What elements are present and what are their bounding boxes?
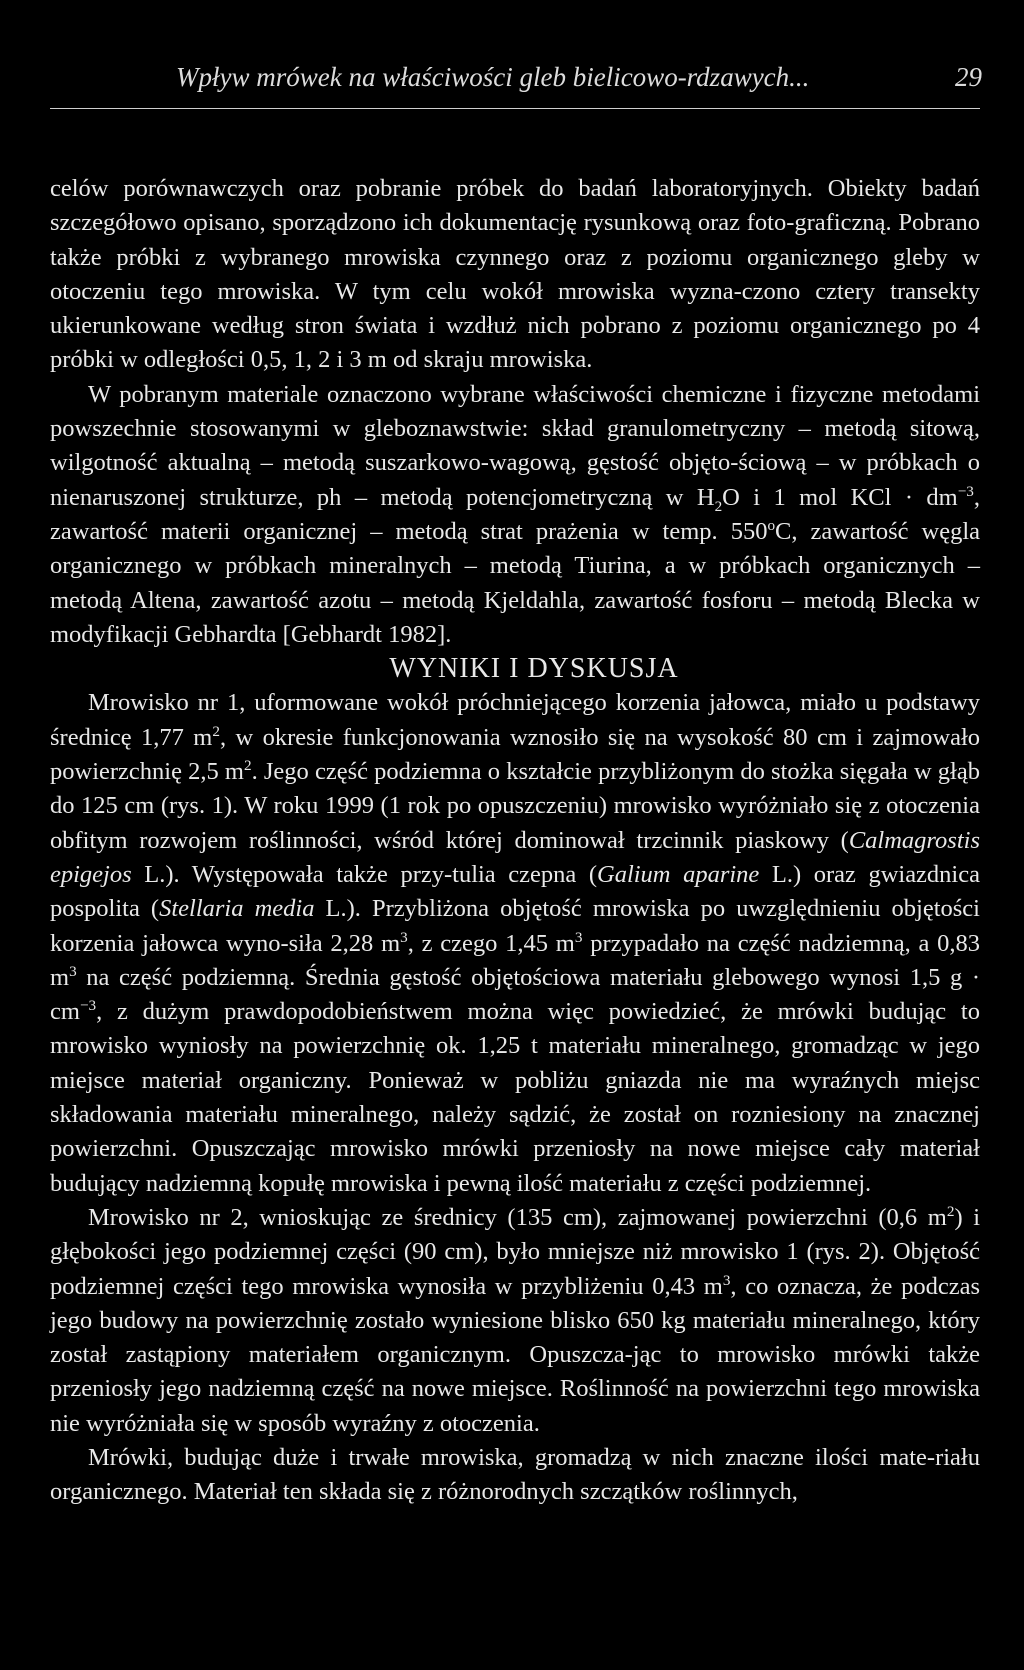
- paragraph-methods-analyses: W pobranym materiale oznaczono wybrane właściwości chemiczne i fizyczne metodami powszechnie stosowanymi w gleboznawstwie: skład granulometryczny – metodą sitową, wilgotność aktualną – metodą suszarkowo-wagową, gęstość objęto-ściową – w próbkach o nienaruszonej strukturze, ph – metodą potencjometryczną w $H_2O$ i 1 mol KCl · $dm^{-3}$, zawartość materii organicznej – metodą strat prażenia w temp. 550$^o$C, zawartość węgla organicznego w próbkach mineralnych – metodą Tiurina, a w próbkach organicznych – metodą Altena, zawartość azotu – metodą Kjeldahla, zawartość fosforu – metodą Blecka w modyfikacji Gebhardta [Gebhardt 1982].: [50, 380, 981, 648]
- subscript: 2: [714, 497, 723, 515]
- species-name: Stellaria media: [159, 895, 315, 923]
- running-header: [56, 62, 982, 93]
- page-number: 29: [955, 62, 982, 92]
- degree-superscript: o: [767, 516, 776, 534]
- running-title: Wpływ mrówek na właściwości gleb bielicowo-rdzawych...: [176, 62, 810, 92]
- section-heading: WYNIKI I DYSKUSJA: [389, 653, 679, 685]
- paragraph-anthill-2: Mrowisko nr 2, wnioskując ze średnicy (135 cm), zajmowanej powierzchni (0,6 $m^2$) i głębokości jego podziemnej części (90 cm), było mniejsze niż mrowisko 1 (rys. 2). Objętość podziemnej części tego mrowiska wynosiła w przybliżeniu 0,43 $m^3$, co oznacza, że podczas jego budowy na powierzchnię zostało wyniesione blisko 650 kg materiału mineralnego, który został zastąpiony materiałem organicznym. Opuszcza-jąc to mrowisko mrówki także przeniosły jego nadziemną część na nowe miejsce. Roślinność na powierzchni tego mrowiska nie wyróżniała się w sposób wyraźny z otoczenia.: [50, 1202, 981, 1437]
- species-name: Calmagrostis epigejos: [50, 826, 980, 888]
- header-rule: [50, 108, 980, 109]
- superscript: −3: [957, 482, 974, 500]
- body-text: [50, 172, 980, 1510]
- paragraph-anthill-1: Mrowisko nr 1, uformowane wokół próchniejącego korzenia jałowca, miało u podstawy średnicę 1,77 $m^2$, w okresie funkcjonowania wznosiło się na wysokość 80 cm i zajmowało powierzchnię 2,5 $m^2$. Jego część podziemna o kształcie przybliżonym do stożka sięgała w głąb do 125 cm (rys. 1). W roku 1999 (1 rok po opuszczeniu) mrowisko wyróżniało się z otoczenia obfitym rozwojem roślinności, wśród której dominował trzcinnik piaskowy (Calmagrostis epigejos L.). Występowała także przy-tulia czepna (Galium aparine L.) oraz gwiazdnica pospolita (Stellaria media L.). Przybliżona objętość mrowiska po uwzględnieniu objętości korzenia jałowca wyno-siła 2,28 $m^3$, z czego 1,45 $m^3$ przypadało na część nadziemną, a 0,83 $m^3$ na część podziemną. Średnia gęstość objętościowa materiału glebowego wynosi 1,5 $g \cdot cm^{-3}$, z dużym prawdopodobieństwem można więc powiedzieć, że mrówki budując to mrowisko wyniosły na powierzchnię ok. 1,25 t materiału mineralnego, gromadząc w jego miejsce materiał organiczny. Ponieważ w pobliżu gniazda nie ma wyraźnych miejsc składowania materiału mineralnego, należy sądzić, że został on rozniesiony na znacznej powierzchni. Opuszczając mrowisko mrówki przeniosły na nowe miejsce cały materiał budujący nadziemną kopułę mrowiska i pewną ilość materiału z części podziemnej.: [50, 689, 980, 1197]
- species-name: Galium aparine: [597, 860, 760, 888]
- paragraph-organic-material: Mrówki, budując duże i trwałe mrowiska, gromadzą w nich znaczne ilości mate-riału organicznego. Materiał ten składa się z różnorodnych szczątków roślinnych,: [50, 1443, 980, 1506]
- paragraph-methods-continued: celów porównawczych oraz pobranie próbek do badań laboratoryjnych. Obiekty badań szczegółowo opisano, sporządzono ich dokumentację rysunkową oraz foto-graficzną. Pobrano także próbki z wybranego mrowiska czynnego oraz z poziomu organicznego gleby w otoczeniu tego mrowiska. W tym celu wokół mrowiska wyzna-czono cztery transekty ukierunkowane według stron świata i wzdłuż nich pobrano z poziomu organicznego po 4 próbki w odległości 0,5, 1, 2 i 3 m od skraju mrowiska.: [50, 175, 980, 374]
